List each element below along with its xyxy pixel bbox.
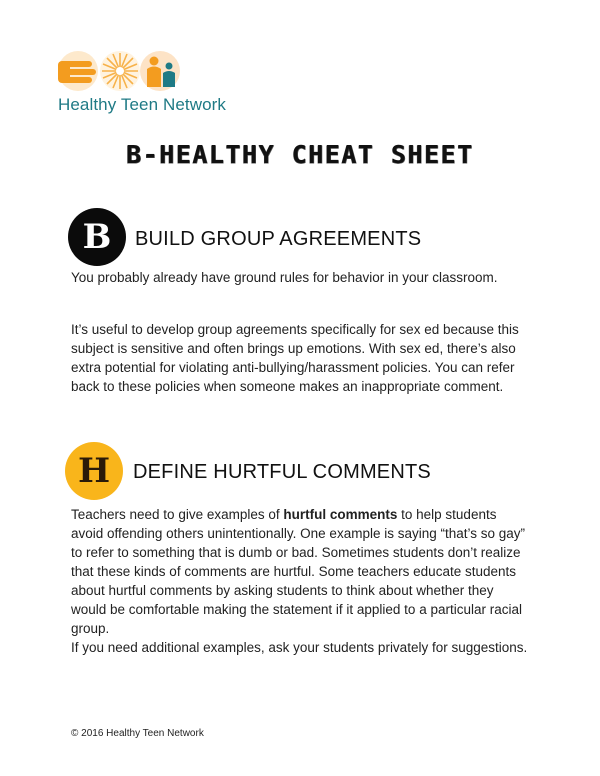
emphasis-text: hurtful comments xyxy=(283,507,398,522)
paragraph-text: to help students avoid offending others unintentionally. One example is saying “that’s so gay” to refer to something that is dumb or bad. Sometimes students don’t realize that these kinds of comments are hurtful. Some teachers educate students about hurtful comments by asking students to think about whether they would be comfortable making the statement if it applied to a particular racial group. xyxy=(71,507,526,636)
section-heading: BUILD GROUP AGREEMENTS xyxy=(135,228,422,250)
section-heading: DEFINE HURTFUL COMMENTS xyxy=(133,461,431,483)
paragraph: You probably already have ground rules for behavior in your classroom. xyxy=(71,270,498,285)
copyright-footer: © 2016 Healthy Teen Network xyxy=(71,728,204,739)
healthy-teen-network-logo xyxy=(58,47,180,95)
brand-name: Healthy Teen Network xyxy=(58,95,226,114)
letter-h-badge xyxy=(65,442,123,500)
badge-letter: H xyxy=(77,451,111,491)
family-icon xyxy=(140,51,180,91)
paragraph: If you need additional examples, ask your students privately for suggestions. xyxy=(71,640,528,655)
sunburst-icon xyxy=(100,51,140,91)
letter-b-badge xyxy=(68,208,126,266)
paragraph: It’s useful to develop group agreements specifically for sex ed because this subject is sensitive and often brings up emotions. With sex ed, there’s also extra potential for violating anti-bullying/harassment policies. You can refer back to these policies when someone makes an inappropriate comment. xyxy=(71,322,519,394)
paragraph xyxy=(71,505,531,638)
page-title: B-HEALTHY CHEAT SHEET xyxy=(126,140,474,169)
hand-icon xyxy=(58,51,98,91)
badge-letter: B xyxy=(82,217,112,257)
paragraph-text: Teachers need to give examples of xyxy=(71,507,284,522)
